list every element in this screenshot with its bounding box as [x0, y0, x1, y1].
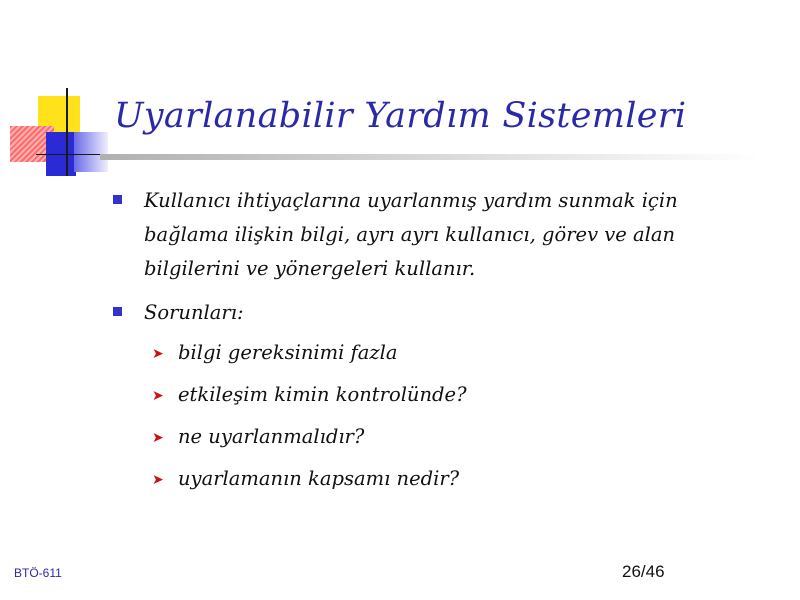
slide-title: Uyarlanabilir Yardım Sistemleri	[114, 96, 687, 136]
page-number: 26/46	[622, 562, 665, 581]
blue-gradient-square	[74, 132, 108, 172]
arrow-bullet-icon: ➤	[152, 388, 164, 404]
title-underline	[100, 154, 760, 160]
horizontal-line	[36, 154, 108, 155]
arrow-bullet-icon: ➤	[152, 472, 164, 488]
sub-bullet-text: etkileşim kimin kontrolünde?	[178, 383, 467, 406]
course-code: BTÖ-611	[14, 566, 62, 580]
vertical-line	[66, 88, 68, 176]
arrow-bullet-icon: ➤	[152, 346, 164, 362]
sub-bullet-text: ne uyarlanmalıdır?	[178, 425, 365, 448]
bullet-text: Sorunları:	[144, 301, 244, 324]
square-bullet-icon	[113, 195, 122, 204]
sub-bullet-text: uyarlamanın kapsamı nedir?	[178, 467, 460, 490]
square-bullet-icon	[113, 307, 122, 316]
bullet-text: Kullanıcı ihtiyaçlarına uyarlanmış yardım sunmak için bağlama ilişkin bilgi, ayrı ayrı kullanıcı, görev ve alan bilgilerini ve yönergeleri kullanır.	[144, 189, 678, 280]
decorative-squares-logo	[8, 86, 112, 180]
sub-bullet-text: bilgi gereksinimi fazla	[178, 341, 398, 364]
arrow-bullet-icon: ➤	[152, 430, 164, 446]
